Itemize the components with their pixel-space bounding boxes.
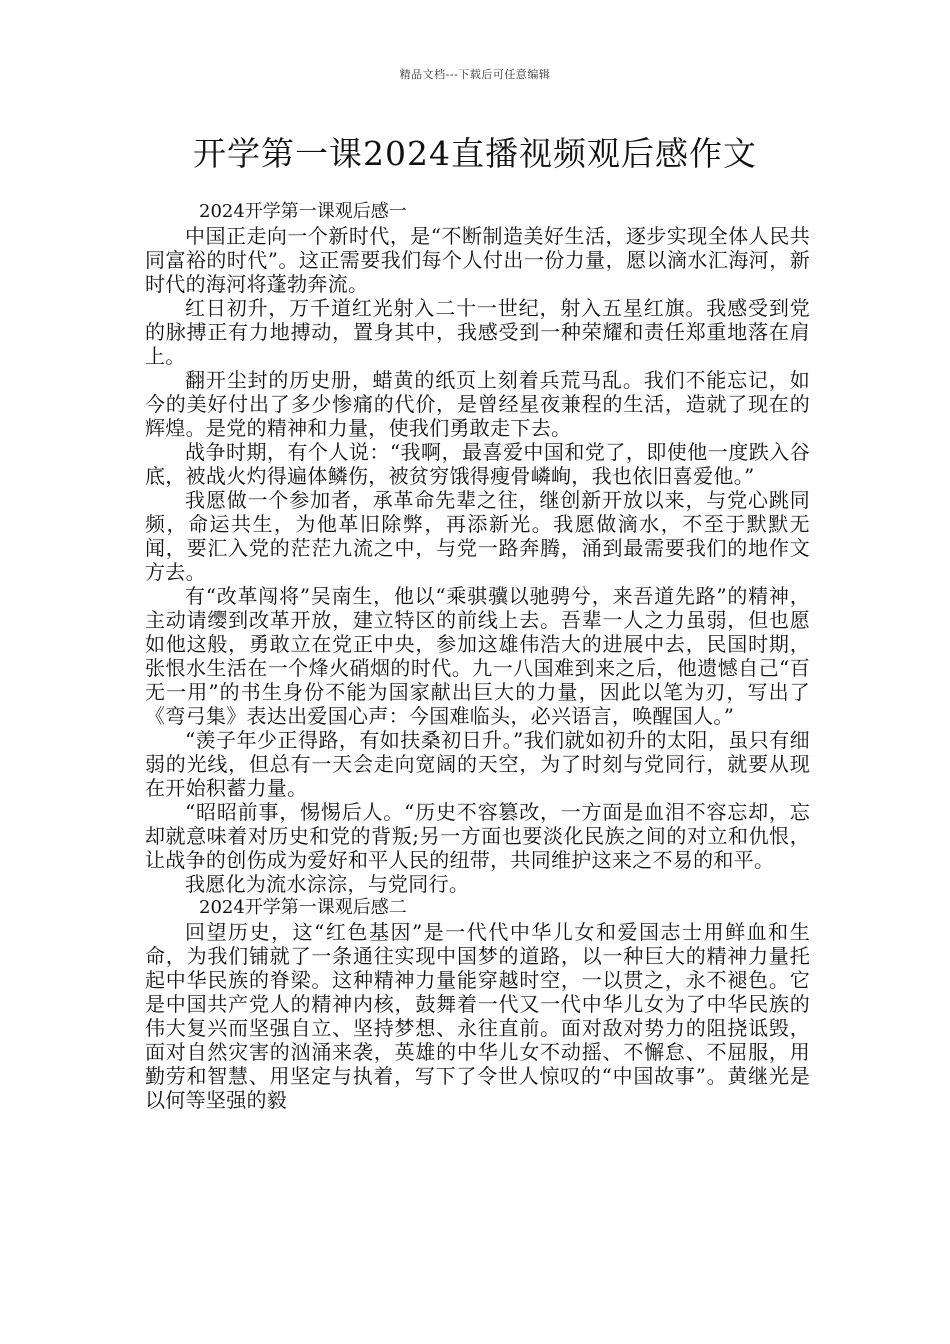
paragraph: 我愿做一个参加者，承革命先辈之往，继创新开放以来，与党心跳同频，命运共生，为他革旧除弊，再添新光。我愿做滴水，不至于默默无闻，要汇入党的茫茫九流之中，与党一路奔腾，涌到最需要我们的地作文方去。 bbox=[145, 488, 810, 584]
paragraph: 翻开尘封的历史册，蜡黄的纸页上刻着兵荒马乱。我们不能忘记，如今的美好付出了多少惨痛的代价，是曾经星夜兼程的生活，造就了现在的辉煌。是党的精神和力量，使我们勇敢走下去。 bbox=[145, 368, 810, 440]
page-header-note: 精品文档---下载后可任意编辑 bbox=[399, 68, 551, 81]
paragraph: 战争时期，有个人说：“我啊，最喜爱中国和党了，即使他一度跌入谷底，被战火灼得遍体鳞伤，被贫穷饿得瘦骨嶙峋，我也依旧喜爱他。” bbox=[145, 440, 810, 488]
section-heading: 2024开学第一课观后感一 bbox=[199, 201, 407, 222]
paragraph: 中国正走向一个新时代，是“不断制造美好生活，逐步实现全体人民共同富裕的时代”。这正需要我们每个人付出一份力量，愿以滴水汇海河，新时代的海河将蓬勃奔流。 bbox=[145, 224, 810, 296]
paragraph: “昭昭前事，惕惕后人。“历史不容篡改，一方面是血泪不容忘却，忘却就意味着对历史和党的背叛;另一方面也要淡化民族之间的对立和仇恨，让战争的创伤成为爱好和平人民的纽带，共同维护这来之不易的和平。 bbox=[145, 800, 810, 872]
paragraph: “羡子年少正得路，有如扶桑初日升。”我们就如初升的太阳，虽只有细弱的光线，但总有一天会走向宽阔的天空，为了时刻与党同行，就要从现在开始积蓄力量。 bbox=[145, 728, 810, 800]
section-heading: 2024开学第一课观后感二 bbox=[199, 897, 407, 918]
paragraph: 回望历史，这“红色基因”是一代代中华儿女和爱国志士用鲜血和生命，为我们铺就了一条通往实现中国梦的道路，以一种巨大的精神力量托起中华民族的脊梁。这种精神力量能穿越时空，一以贯之，永不褪色。它是中国共产党人的精神内核，鼓舞着一代又一代中华儿女为了中华民族的伟大复兴而坚强自立、坚持梦想、永往直前。面对敌对势力的阻挠诋毁，面对自然灾害的汹涌来袭，英雄的中华儿女不动摇、不懈怠、不屈服，用勤劳和智慧、用坚定与执着，写下了令世人惊叹的“中国故事”。黄继光是以何等坚强的毅 bbox=[145, 920, 810, 1112]
paragraph: 有“改革闯将”吴南生，他以“乘骐骥以驰骋兮，来吾道先路”的精神，主动请缨到改革开放，建立特区的前线上去。吾辈一人之力虽弱，但也愿如他这般，勇敢立在党正中央，参加这雄伟浩大的进展中去，民国时期，张恨水生活在一个烽火硝烟的时代。九一八国难到来之后，他遗憾自己“百无一用”的书生身份不能为国家献出巨大的力量，因此以笔为刃，写出了《弯弓集》表达出爱国心声：今国难临头，必兴语言，唤醒国人。” bbox=[145, 584, 810, 728]
paragraph: 我愿化为流水淙淙，与党同行。 bbox=[185, 872, 470, 896]
document-title: 开学第一课2024直播视频观后感作文 bbox=[193, 134, 757, 173]
document-body bbox=[145, 200, 810, 1112]
paragraph: 红日初升，万千道红光射入二十一世纪，射入五星红旗。我感受到党的脉搏正有力地搏动，置身其中，我感受到一种荣耀和责任郑重地落在肩上。 bbox=[145, 296, 810, 368]
